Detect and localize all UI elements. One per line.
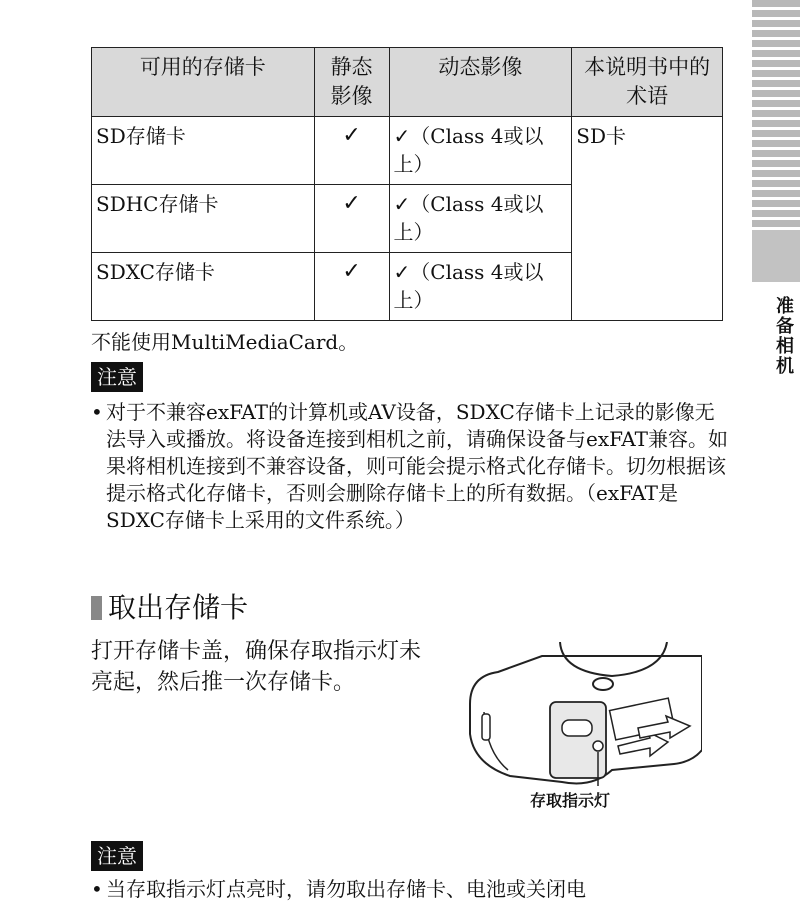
- note-badge: 注意: [91, 362, 143, 392]
- camera-card-slot-illustration: [462, 642, 702, 792]
- section-marker: [91, 596, 102, 620]
- bullet-dot: •: [91, 877, 103, 901]
- cell-movie: ✓（Class 4或以上）: [389, 253, 572, 321]
- sidebar-stripes: [752, 0, 800, 228]
- cell-still-check: ✓: [314, 185, 389, 253]
- cell-movie: ✓（Class 4或以上）: [389, 117, 572, 185]
- sidebar-tab-block: [752, 230, 800, 282]
- header-term: 本说明书中的术语: [572, 48, 723, 117]
- cell-still-check: ✓: [314, 253, 389, 321]
- note-exfat-text: 对于不兼容exFAT的计算机或AV设备，SDXC存储卡上记录的影像无法导入或播放。将设备连接到相机之前，请确保设备与exFAT兼容。如果将相机连接到不兼容设备，则可能会提示格式化存储卡。切勿根据该提示格式化存储卡，否则会删除存储卡上的所有数据。（exFAT是SDXC存储卡上采用的文件系统。）: [106, 400, 728, 532]
- bullet-dot: •: [91, 400, 103, 424]
- eject-instruction: 打开存储卡盖，确保存取指示灯未亮起，然后推一次存储卡。: [91, 639, 422, 695]
- section-title: [91, 590, 248, 626]
- cell-term: SD卡: [572, 117, 723, 321]
- side-strap-lug: [482, 714, 490, 740]
- table-header-row: [92, 48, 723, 117]
- memory-card-table: [91, 47, 723, 321]
- access-lamp: [593, 741, 603, 751]
- header-movies: 动态影像: [389, 48, 572, 117]
- cell-still-check: ✓: [314, 117, 389, 185]
- mount-knob: [593, 678, 613, 690]
- header-still-images: 静态影像: [314, 48, 389, 117]
- cell-movie: ✓（Class 4或以上）: [389, 185, 572, 253]
- cell-card: SDHC存储卡: [92, 185, 315, 253]
- cell-card: SDXC存储卡: [92, 253, 315, 321]
- access-lamp-caption: 存取指示灯: [530, 791, 611, 810]
- chapter-label: 准备相机: [773, 296, 794, 376]
- cell-card: SD存储卡: [92, 117, 315, 185]
- header-card-type: 可用的存储卡: [92, 48, 315, 117]
- table-row: [92, 117, 723, 185]
- note-exfat: [91, 399, 731, 534]
- note-badge: 注意: [91, 841, 143, 871]
- section-title-text: 取出存储卡: [108, 591, 249, 624]
- note-access-lamp: [91, 876, 731, 903]
- cover-latch: [562, 720, 592, 736]
- note-access-lamp-text: 当存取指示灯点亮时，请勿取出存储卡、电池或关闭电: [106, 877, 586, 901]
- multimedia-card-note: 不能使用MultiMediaCard。: [91, 330, 359, 354]
